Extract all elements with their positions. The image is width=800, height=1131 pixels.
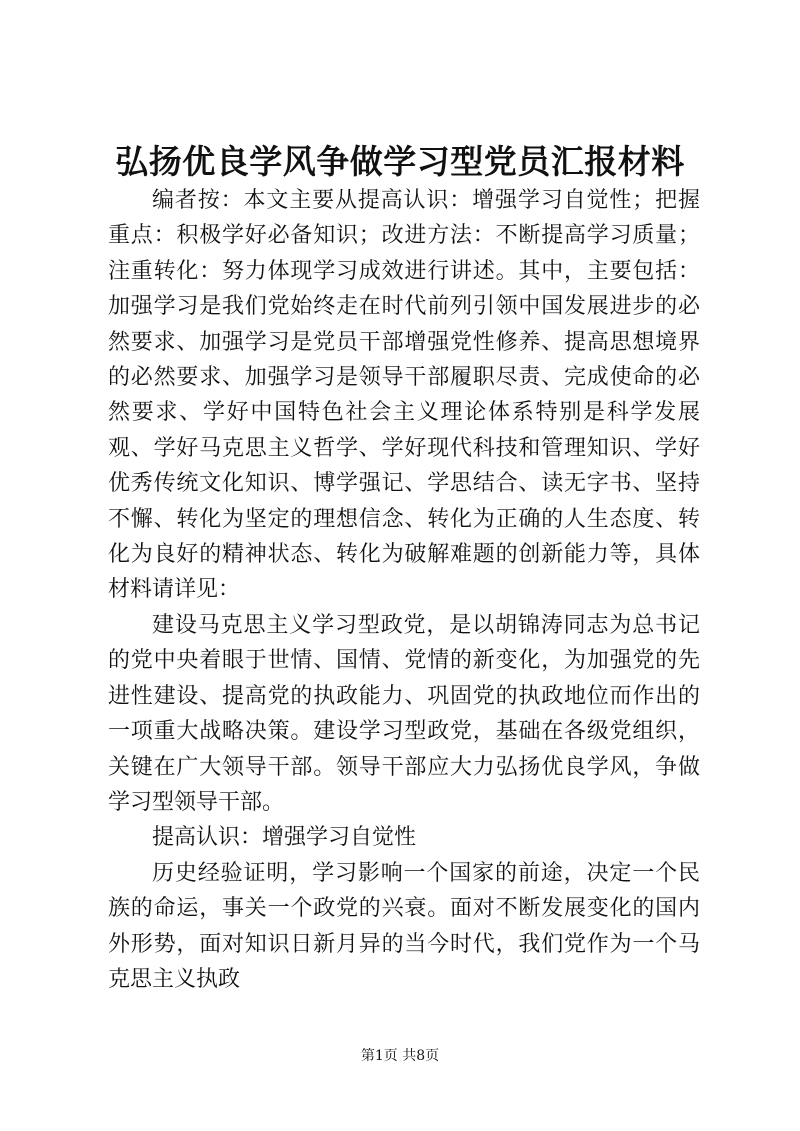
intro-paragraph: 建设马克思主义学习型政党，是以胡锦涛同志为总书记的党中央着眼于世情、国情、党情的新变化，为加强党的先进性建设、提高党的执政能力、巩固党的执政地位而作出的一项重大战略决策。建设学习型政党，基础在各级党组织，关键在广大领导干部。领导干部应大力弘扬优良学风，争做学习型领导干部。 [108, 612, 700, 815]
history-paragraph: 历史经验证明，学习影响一个国家的前途，决定一个民族的命运，事关一个政党的兴衰。面对不断发展变化的国内外形势，面对知识日新月异的当今时代，我们党作为一个马克思主义执政 [108, 860, 700, 992]
document-title: 弘扬优良学风争做学习型党员汇报材料 [115, 142, 685, 181]
document-body [108, 183, 700, 997]
editor-note-paragraph: 编者按：本文主要从提高认识：增强学习自觉性；把握重点：积极学好必备知识；改进方法：不断提高学习质量；注重转化：努力体现学习成效进行讲述。其中，主要包括：加强学习是我们党始终走在时代前列引领中国发展进步的必然要求、加强学习是党员干部增强党性修养、提高思想境界的必然要求、加强学习是领导干部履职尽责、完成使命的必然要求、学好中国特色社会主义理论体系特别是科学发展观、学好马克思主义哲学、学好现代科技和管理知识、学好优秀传统文化知识、博学强记、学思结合、读无字书、坚持不懈、转化为坚定的理想信念、转化为正确的人生态度、转化为良好的精神状态、转化为破解难题的创新能力等，具体材料请详见： [108, 188, 700, 603]
page-footer: 第1页 共8页 [360, 1048, 440, 1064]
section-heading: 提高认识：增强学习自觉性 [152, 825, 417, 851]
